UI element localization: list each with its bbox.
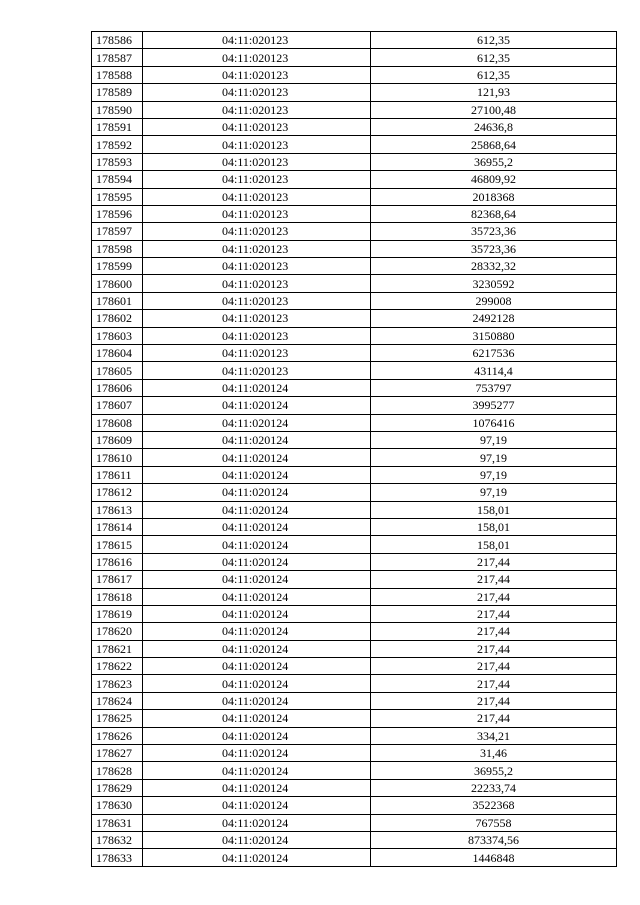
value-cell: 217,44 — [371, 710, 617, 727]
record-number-cell: 178592 — [92, 136, 143, 153]
record-number-cell: 178620 — [92, 623, 143, 640]
record-number-cell: 178611 — [92, 466, 143, 483]
value-cell: 35723,36 — [371, 223, 617, 240]
value-cell: 217,44 — [371, 675, 617, 692]
cadastral-code-cell: 04:11:020124 — [143, 675, 371, 692]
table-row — [92, 779, 617, 796]
record-number-cell: 178613 — [92, 501, 143, 518]
table-row — [92, 310, 617, 327]
table-row — [92, 762, 617, 779]
value-cell: 3995277 — [371, 397, 617, 414]
table-row — [92, 292, 617, 309]
table-row — [92, 536, 617, 553]
record-number-cell: 178595 — [92, 188, 143, 205]
value-cell: 217,44 — [371, 623, 617, 640]
table-row — [92, 831, 617, 848]
table-row — [92, 745, 617, 762]
value-cell: 767558 — [371, 814, 617, 831]
value-cell: 97,19 — [371, 466, 617, 483]
value-cell: 612,35 — [371, 32, 617, 49]
table-row — [92, 849, 617, 866]
cadastral-code-cell: 04:11:020123 — [143, 101, 371, 118]
cadastral-code-cell: 04:11:020123 — [143, 49, 371, 66]
cadastral-code-cell: 04:11:020124 — [143, 692, 371, 709]
record-number-cell: 178621 — [92, 640, 143, 657]
cadastral-code-cell: 04:11:020123 — [143, 153, 371, 170]
cadastral-code-cell: 04:11:020124 — [143, 658, 371, 675]
value-cell: 2018368 — [371, 188, 617, 205]
value-cell: 217,44 — [371, 640, 617, 657]
table-row — [92, 223, 617, 240]
value-cell: 158,01 — [371, 501, 617, 518]
table-row — [92, 797, 617, 814]
record-number-cell: 178588 — [92, 66, 143, 83]
record-number-cell: 178598 — [92, 240, 143, 257]
table-row — [92, 727, 617, 744]
table-row — [92, 640, 617, 657]
cadastral-code-cell: 04:11:020123 — [143, 136, 371, 153]
cadastral-code-cell: 04:11:020124 — [143, 605, 371, 622]
value-cell: 217,44 — [371, 692, 617, 709]
value-cell: 46809,92 — [371, 171, 617, 188]
value-cell: 3230592 — [371, 275, 617, 292]
value-cell: 22233,74 — [371, 779, 617, 796]
cadastral-code-cell: 04:11:020124 — [143, 449, 371, 466]
record-number-cell: 178629 — [92, 779, 143, 796]
table-row — [92, 466, 617, 483]
table-row — [92, 153, 617, 170]
cadastral-code-cell: 04:11:020124 — [143, 727, 371, 744]
table-row — [92, 118, 617, 135]
value-cell: 158,01 — [371, 536, 617, 553]
table-row — [92, 710, 617, 727]
value-cell: 612,35 — [371, 66, 617, 83]
table-row — [92, 188, 617, 205]
cadastral-code-cell: 04:11:020124 — [143, 640, 371, 657]
table-row — [92, 658, 617, 675]
record-number-cell: 178607 — [92, 397, 143, 414]
record-number-cell: 178622 — [92, 658, 143, 675]
record-number-cell: 178618 — [92, 588, 143, 605]
record-number-cell: 178587 — [92, 49, 143, 66]
value-cell: 36955,2 — [371, 153, 617, 170]
table-row — [92, 484, 617, 501]
record-number-cell: 178589 — [92, 84, 143, 101]
table-row — [92, 240, 617, 257]
table-row — [92, 205, 617, 222]
table-row — [92, 605, 617, 622]
record-number-cell: 178630 — [92, 797, 143, 814]
cadastral-code-cell: 04:11:020124 — [143, 414, 371, 431]
cadastral-code-cell: 04:11:020123 — [143, 310, 371, 327]
cadastral-code-cell: 04:11:020123 — [143, 362, 371, 379]
cadastral-code-cell: 04:11:020124 — [143, 797, 371, 814]
cadastral-code-cell: 04:11:020124 — [143, 536, 371, 553]
table-row — [92, 49, 617, 66]
table-row — [92, 414, 617, 431]
record-number-cell: 178617 — [92, 571, 143, 588]
cadastral-code-cell: 04:11:020123 — [143, 171, 371, 188]
record-number-cell: 178626 — [92, 727, 143, 744]
record-number-cell: 178603 — [92, 327, 143, 344]
data-table — [91, 31, 617, 867]
cadastral-code-cell: 04:11:020124 — [143, 779, 371, 796]
cadastral-code-cell: 04:11:020124 — [143, 814, 371, 831]
value-cell: 873374,56 — [371, 831, 617, 848]
value-cell: 36955,2 — [371, 762, 617, 779]
record-number-cell: 178601 — [92, 292, 143, 309]
cadastral-code-cell: 04:11:020123 — [143, 205, 371, 222]
value-cell: 1446848 — [371, 849, 617, 866]
cadastral-code-cell: 04:11:020123 — [143, 275, 371, 292]
table-row — [92, 275, 617, 292]
record-number-cell: 178596 — [92, 205, 143, 222]
value-cell: 31,46 — [371, 745, 617, 762]
value-cell: 27100,48 — [371, 101, 617, 118]
record-number-cell: 178615 — [92, 536, 143, 553]
record-number-cell: 178604 — [92, 345, 143, 362]
cadastral-code-cell: 04:11:020124 — [143, 762, 371, 779]
record-number-cell: 178600 — [92, 275, 143, 292]
record-number-cell: 178597 — [92, 223, 143, 240]
record-number-cell: 178628 — [92, 762, 143, 779]
value-cell: 97,19 — [371, 484, 617, 501]
value-cell: 43114,4 — [371, 362, 617, 379]
cadastral-code-cell: 04:11:020124 — [143, 397, 371, 414]
cadastral-code-cell: 04:11:020124 — [143, 553, 371, 570]
record-number-cell: 178612 — [92, 484, 143, 501]
cadastral-code-cell: 04:11:020124 — [143, 501, 371, 518]
record-number-cell: 178631 — [92, 814, 143, 831]
cadastral-code-cell: 04:11:020123 — [143, 345, 371, 362]
value-cell: 28332,32 — [371, 258, 617, 275]
table-row — [92, 814, 617, 831]
table-row — [92, 345, 617, 362]
table-row — [92, 623, 617, 640]
cadastral-code-cell: 04:11:020123 — [143, 32, 371, 49]
record-number-cell: 178602 — [92, 310, 143, 327]
cadastral-code-cell: 04:11:020123 — [143, 292, 371, 309]
value-cell: 6217536 — [371, 345, 617, 362]
table-body — [92, 32, 617, 867]
value-cell: 299008 — [371, 292, 617, 309]
table-row — [92, 379, 617, 396]
table-row — [92, 84, 617, 101]
cadastral-code-cell: 04:11:020123 — [143, 118, 371, 135]
cadastral-code-cell: 04:11:020123 — [143, 223, 371, 240]
record-number-cell: 178632 — [92, 831, 143, 848]
record-number-cell: 178625 — [92, 710, 143, 727]
cadastral-code-cell: 04:11:020124 — [143, 484, 371, 501]
cadastral-code-cell: 04:11:020124 — [143, 745, 371, 762]
record-number-cell: 178623 — [92, 675, 143, 692]
value-cell: 217,44 — [371, 658, 617, 675]
record-number-cell: 178610 — [92, 449, 143, 466]
record-number-cell: 178608 — [92, 414, 143, 431]
value-cell: 25868,64 — [371, 136, 617, 153]
cadastral-code-cell: 04:11:020124 — [143, 588, 371, 605]
record-number-cell: 178599 — [92, 258, 143, 275]
cadastral-code-cell: 04:11:020123 — [143, 66, 371, 83]
table-row — [92, 553, 617, 570]
value-cell: 217,44 — [371, 605, 617, 622]
table-row — [92, 258, 617, 275]
cadastral-code-cell: 04:11:020123 — [143, 188, 371, 205]
table-row — [92, 171, 617, 188]
cadastral-code-cell: 04:11:020124 — [143, 710, 371, 727]
table-row — [92, 501, 617, 518]
record-number-cell: 178593 — [92, 153, 143, 170]
table-row — [92, 101, 617, 118]
value-cell: 612,35 — [371, 49, 617, 66]
value-cell: 2492128 — [371, 310, 617, 327]
cadastral-code-cell: 04:11:020123 — [143, 258, 371, 275]
cadastral-code-cell: 04:11:020124 — [143, 466, 371, 483]
record-number-cell: 178624 — [92, 692, 143, 709]
value-cell: 217,44 — [371, 553, 617, 570]
value-cell: 334,21 — [371, 727, 617, 744]
table-row — [92, 571, 617, 588]
value-cell: 97,19 — [371, 431, 617, 448]
table-row — [92, 675, 617, 692]
cadastral-code-cell: 04:11:020123 — [143, 84, 371, 101]
table-row — [92, 66, 617, 83]
cadastral-code-cell: 04:11:020124 — [143, 849, 371, 866]
value-cell: 3522368 — [371, 797, 617, 814]
record-number-cell: 178627 — [92, 745, 143, 762]
value-cell: 3150880 — [371, 327, 617, 344]
record-number-cell: 178594 — [92, 171, 143, 188]
record-number-cell: 178619 — [92, 605, 143, 622]
value-cell: 121,93 — [371, 84, 617, 101]
record-number-cell: 178614 — [92, 518, 143, 535]
cadastral-code-cell: 04:11:020123 — [143, 240, 371, 257]
table-row — [92, 588, 617, 605]
value-cell: 1076416 — [371, 414, 617, 431]
record-number-cell: 178605 — [92, 362, 143, 379]
value-cell: 217,44 — [371, 571, 617, 588]
table-row — [92, 136, 617, 153]
cadastral-code-cell: 04:11:020123 — [143, 327, 371, 344]
record-number-cell: 178609 — [92, 431, 143, 448]
table-row — [92, 362, 617, 379]
value-cell: 217,44 — [371, 588, 617, 605]
cadastral-code-cell: 04:11:020124 — [143, 623, 371, 640]
record-number-cell: 178633 — [92, 849, 143, 866]
value-cell: 158,01 — [371, 518, 617, 535]
cadastral-code-cell: 04:11:020124 — [143, 518, 371, 535]
record-number-cell: 178606 — [92, 379, 143, 396]
record-number-cell: 178591 — [92, 118, 143, 135]
value-cell: 97,19 — [371, 449, 617, 466]
table-row — [92, 327, 617, 344]
cadastral-code-cell: 04:11:020124 — [143, 431, 371, 448]
record-number-cell: 178616 — [92, 553, 143, 570]
cadastral-code-cell: 04:11:020124 — [143, 571, 371, 588]
record-number-cell: 178590 — [92, 101, 143, 118]
value-cell: 753797 — [371, 379, 617, 396]
table-row — [92, 692, 617, 709]
table-row — [92, 449, 617, 466]
table-row — [92, 518, 617, 535]
value-cell: 24636,8 — [371, 118, 617, 135]
table-row — [92, 397, 617, 414]
record-number-cell: 178586 — [92, 32, 143, 49]
cadastral-code-cell: 04:11:020124 — [143, 831, 371, 848]
table-row — [92, 32, 617, 49]
cadastral-code-cell: 04:11:020124 — [143, 379, 371, 396]
value-cell: 35723,36 — [371, 240, 617, 257]
table-row — [92, 431, 617, 448]
value-cell: 82368,64 — [371, 205, 617, 222]
